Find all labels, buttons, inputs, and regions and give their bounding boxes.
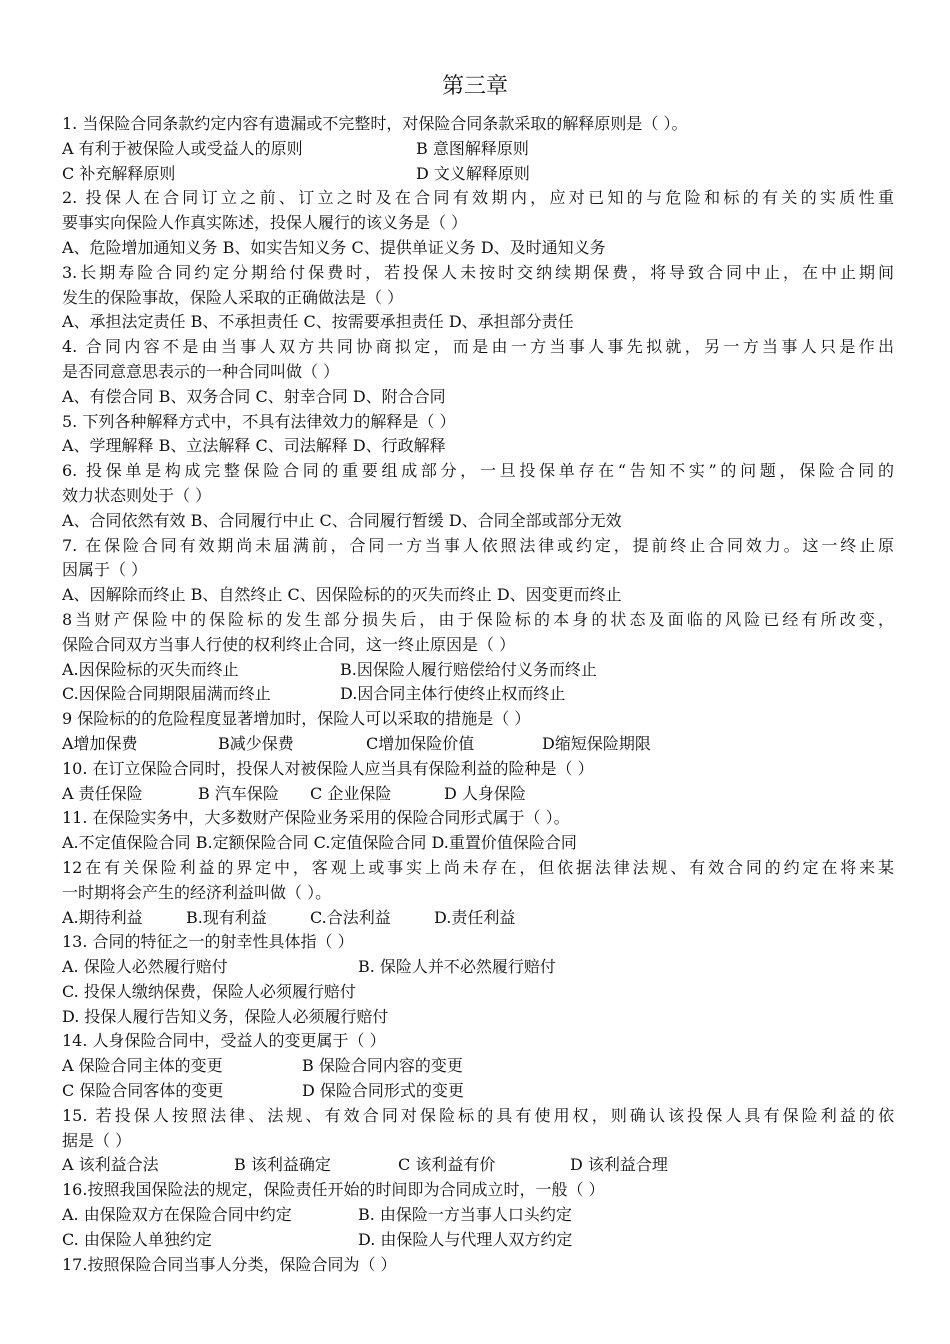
text-line: D. 投保人履行告知义务，保险人必须履行赔付 [62, 1006, 389, 1026]
text-line: 6. 投保单是构成完整保险合同的重要组成部分，一旦投保单存在“告知不实”的问题，保险合同的 [62, 461, 894, 481]
question-list [62, 112, 894, 1277]
text-line: 2. 投保人在合同订立之前、订立之时及在合同有效期内，应对已知的与危险和标的有关的实质性重 [62, 188, 894, 208]
text-line: 要事实向保险人作真实陈述，投保人履行的该义务是（ ） [62, 213, 468, 233]
answer-option: C 保险合同客体的变更 [62, 1081, 224, 1101]
answer-option: C增加保险价值 [366, 733, 475, 753]
answer-options-row [62, 1228, 894, 1253]
answer-option: D 人身保险 [444, 783, 526, 803]
answer-option: B 意图解释原则 [416, 138, 529, 158]
text-line: 8当财产保险中的保险标的发生部分损失后，由于保险标的本身的状态及面临的风险已经有所改变， [62, 609, 894, 629]
text-line: 保险合同双方当事人行使的权利终止合同，这一终止原因是（ ） [62, 634, 516, 654]
answer-option: B.因保险人履行赔偿给付义务而终止 [340, 659, 597, 679]
answer-options-row [62, 906, 894, 931]
answer-option: D 文义解释原则 [416, 163, 530, 183]
text-line: 15. 若投保人按照法律、法规、有效合同对保险标的具有使用权，则确认该投保人具有保险利益的依 [62, 1105, 894, 1125]
text-line: 是否同意意思表示的一种合同叫做（ ） [62, 361, 340, 381]
answer-option: A. 由保险双方在保险合同中约定 [62, 1205, 292, 1225]
answer-options-row [62, 782, 894, 807]
answer-option: D.责任利益 [434, 907, 516, 927]
text-line: 14. 人身保险合同中，受益人的变更属于（ ） [62, 1031, 386, 1051]
answer-options-row [62, 1054, 894, 1079]
answer-option: A增加保费 [62, 733, 138, 753]
answer-option: B 保险合同内容的变更 [302, 1056, 463, 1076]
text-line: 12在有关保险利益的界定中，客观上或事实上尚未存在，但依据法律法规、有效合同的约定在将来某 [62, 857, 894, 877]
answer-option: C 该利益有价 [398, 1155, 496, 1175]
answer-option: D. 由保险人与代理人双方约定 [358, 1229, 573, 1249]
text-line: 据是（ ） [62, 1130, 132, 1150]
answer-option: A 责任保险 [62, 783, 143, 803]
answer-option: A 该利益合法 [62, 1155, 159, 1175]
answer-option: A 有利于被保险人或受益人的原则 [62, 138, 303, 158]
answer-option: B. 保险人并不必然履行赔付 [358, 957, 556, 977]
answer-options-row [62, 1153, 894, 1178]
text-line: 4. 合同内容不是由当事人双方共同协商拟定，而是由一方当事人事先拟就，另一方当事人只是作出 [62, 337, 894, 357]
text-line: 5. 下列各种解释方式中，不具有法律效力的解释是（ ） [62, 411, 456, 431]
answer-options-row [62, 732, 894, 757]
text-line: 3.长期寿险合同约定分期给付保费时，若投保人未按时交纳续期保费，将导致合同中止，在中止期间 [62, 262, 894, 282]
text-line: 发生的保险事故，保险人采取的正确做法是（ ） [62, 287, 404, 307]
answer-options-row [62, 955, 894, 980]
text-line: A、承担法定责任 B、不承担责任 C、按需要承担责任 D、承担部分责任 [62, 312, 574, 332]
answer-option: B 汽车保险 [198, 783, 279, 803]
text-line: 因属于（ ） [62, 560, 148, 580]
text-line: 7. 在保险合同有效期尚未届满前，合同一方当事人依照法律或约定，提前终止合同效力。这一终止原 [62, 535, 894, 555]
text-line: 13. 合同的特征之一的射幸性具体指（ ） [62, 932, 354, 952]
answer-option: B 该利益确定 [234, 1155, 331, 1175]
answer-option: D 该利益合理 [570, 1155, 668, 1175]
answer-option: A.因保险标的灭失而终止 [62, 659, 239, 679]
answer-option: C.合法利益 [310, 907, 391, 927]
text-line: A、因解除而终止 B、自然终止 C、因保险标的的灭失而终止 D、因变更而终止 [62, 585, 622, 605]
text-line: A、危险增加通知义务 B、如实告知义务 C、提供单证义务 D、及时通知义务 [62, 237, 606, 257]
text-line: 17.按照保险合同当事人分类，保险合同为（ ） [62, 1254, 397, 1274]
answer-option: D缩短保险期限 [542, 733, 651, 753]
answer-option: B.现有利益 [186, 907, 267, 927]
answer-option: C 企业保险 [310, 783, 392, 803]
answer-options-row [62, 682, 894, 707]
text-line: A、学理解释 B、立法解释 C、司法解释 D、行政解释 [62, 436, 446, 456]
answer-options-row [62, 1079, 894, 1104]
answer-option: A 保险合同主体的变更 [62, 1056, 223, 1076]
answer-option: B. 由保险一方当事人口头约定 [358, 1205, 572, 1225]
answer-option: D 保险合同形式的变更 [302, 1081, 464, 1101]
text-line: 1. 当保险合同条款约定内容有遗漏或不完整时，对保险合同条款采取的解释原则是（ ）。 [62, 114, 688, 133]
answer-option: C. 由保险人单独约定 [62, 1229, 212, 1249]
text-line: A、有偿合同 B、双务合同 C、射幸合同 D、附合合同 [62, 386, 446, 406]
text-line: C. 投保人缴纳保费，保险人必须履行赔付 [62, 981, 356, 1001]
answer-options-row [62, 137, 894, 162]
answer-options-row [62, 162, 894, 187]
text-line: A.不定值保险合同 B.定额保险合同 C.定值保险合同 D.重置价值保险合同 [62, 833, 577, 853]
answer-option: B减少保费 [218, 733, 294, 753]
answer-options-row [62, 1203, 894, 1228]
text-line: A、合同依然有效 B、合同履行中止 C、合同履行暂缓 D、合同全部或部分无效 [62, 510, 622, 530]
text-line: 效力状态则处于（ ） [62, 485, 212, 505]
text-line: 16.按照我国保险法的规定，保险责任开始的时间即为合同成立时，一般（ ） [62, 1180, 605, 1200]
answer-option: A.期待利益 [62, 907, 143, 927]
text-line: 一时期将会产生的经济利益叫做（ ）。 [62, 882, 332, 902]
answer-option: A. 保险人必然履行赔付 [62, 957, 228, 977]
chapter-title: 第三章 [441, 74, 508, 99]
text-line: 9 保险标的的危险程度显著增加时，保险人可以采取的措施是（ ） [62, 709, 531, 729]
text-line: 10. 在订立保险合同时，投保人对被保险人应当具有保险利益的险种是（ ） [62, 758, 594, 778]
answer-options-row [62, 658, 894, 683]
answer-option: C 补充解释原则 [62, 163, 176, 183]
answer-option: D.因合同主体行使终止权而终止 [340, 684, 566, 704]
text-line: 11. 在保险实务中，大多数财产保险业务采用的保险合同形式属于（ ）。 [62, 808, 570, 828]
answer-option: C.因保险合同期限届满而终止 [62, 684, 271, 704]
